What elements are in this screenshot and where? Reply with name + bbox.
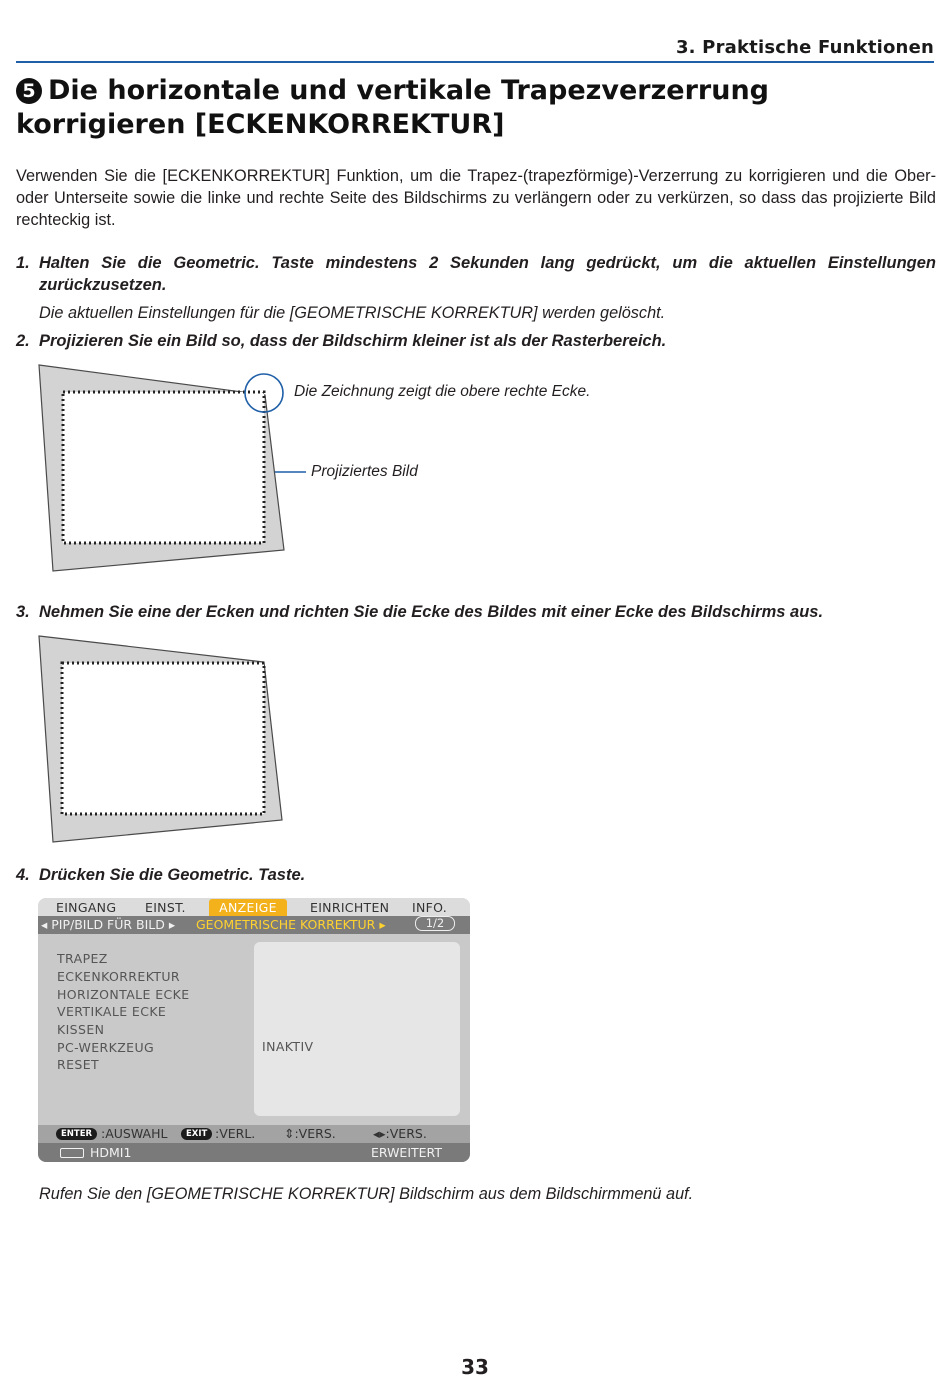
section-title-text: Die horizontale und vertikale Trapezverzerrung korrigieren [ECKENKORREKTUR] (16, 75, 769, 140)
step-text: Projizieren Sie ein Bild so, dass der Bildschirm kleiner ist als der Rasterbereich. (39, 332, 667, 350)
step-number: 4. (16, 866, 30, 884)
osd-tab-anzeige[interactable]: ANZEIGE (209, 899, 287, 916)
osd-item-trapez[interactable]: TRAPEZ (57, 951, 108, 966)
osd-footer-exit-label: :VERL. (215, 1126, 256, 1141)
step-4 (16, 864, 936, 886)
step-number: 2. (16, 332, 30, 350)
osd-breadcrumb (38, 916, 470, 934)
osd-item-vertikale-ecke[interactable]: VERTIKALE ECKE (57, 1004, 167, 1019)
osd-item-pc-werkzeug[interactable]: PC-WERKZEUG (57, 1040, 155, 1055)
osd-tab-bar (38, 898, 470, 916)
osd-footer-updown-label: ⇕:VERS. (284, 1126, 336, 1141)
section-number: 5 (16, 78, 42, 104)
step-number: 3. (16, 603, 30, 621)
osd-item-reset[interactable]: RESET (57, 1057, 100, 1072)
osd-footer-leftright-label: ◂▸:VERS. (373, 1126, 427, 1141)
osd-footer-keys (38, 1125, 470, 1143)
osd-page-indicator: 1/2 (415, 916, 455, 931)
callout-projected-image: Projiziertes Bild (311, 463, 418, 480)
osd-item-kissen[interactable]: KISSEN (57, 1022, 105, 1037)
osd-tab-einrichten[interactable]: EINRICHTEN (310, 900, 390, 915)
intro-paragraph: Verwenden Sie die [ECKENKORREKTUR] Funktion, um die Trapez-(trapezförmige)-Verzerrung zu korrigieren und die Ober- oder Unterseite sowie die linke und rechte Seite des Bildschirms zu verlängern oder zu verkürzen, so dass das projizierte Bild rechteckig ist. (16, 167, 936, 229)
step-number: 1. (16, 254, 30, 272)
osd-source-label: HDMI1 (90, 1145, 132, 1160)
osd-tab-info[interactable]: INFO. (412, 900, 448, 915)
osd-breadcrumb-current[interactable]: GEOMETRISCHE KORREKTUR ▸ (196, 917, 386, 932)
step-1-note: Die aktuellen Einstellungen für die [GEOMETRISCHE KORREKTUR] werden gelöscht. (39, 304, 666, 322)
callout-corner: Die Zeichnung zeigt die obere rechte Ecke. (294, 383, 591, 400)
osd-menu (38, 898, 470, 1162)
osd-item-horizontale-ecke[interactable]: HORIZONTALE ECKE (57, 987, 190, 1002)
screen-dotted-frame (63, 392, 264, 543)
osd-tab-einst[interactable]: EINST. (145, 900, 186, 915)
osd-caption: Rufen Sie den [GEOMETRISCHE KORREKTUR] Bildschirm aus dem Bildschirmmenü auf. (39, 1185, 694, 1203)
osd-item-eckenkorrektur[interactable]: ECKENKORREKTUR (57, 969, 180, 984)
chapter-header: 3. Praktische Funktionen (675, 37, 934, 58)
osd-footer-enter-label: :AUSWAHL (101, 1126, 168, 1141)
osd-status-bar (38, 1143, 470, 1162)
exit-key-icon: EXIT (181, 1128, 212, 1140)
step-text: Halten Sie die Geometric. Taste mindestens 2 Sekunden lang gedrückt, um die aktuellen Einstellungen zurückzusetzen. (39, 254, 936, 294)
osd-value-panel (254, 942, 460, 1116)
osd-mode-label: ERWEITERT (371, 1145, 442, 1160)
osd-breadcrumb-parent[interactable]: ◂ PIP/BILD FÜR BILD ▸ (41, 917, 176, 932)
step-text: Drücken Sie die Geometric. Taste. (39, 866, 306, 884)
osd-tab-eingang[interactable]: EINGANG (56, 900, 117, 915)
enter-key-icon: ENTER (56, 1128, 97, 1140)
osd-value-inaktiv: INAKTIV (262, 1039, 314, 1054)
page-number: 33 (461, 1355, 489, 1379)
step-3 (16, 601, 936, 623)
hdmi-icon (60, 1148, 84, 1158)
step-text: Nehmen Sie eine der Ecken und richten Sie die Ecke des Bildes mit einer Ecke des Bildschirms aus. (39, 603, 824, 621)
